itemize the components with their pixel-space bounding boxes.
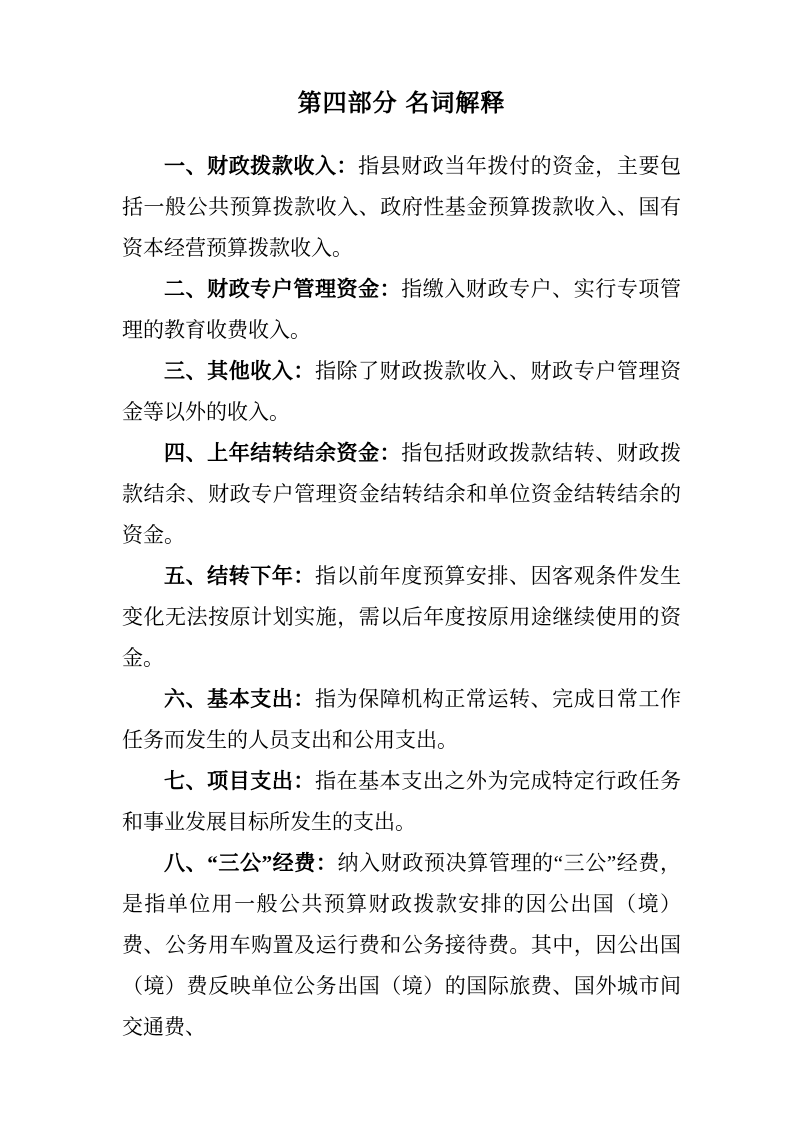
glossary-paragraph [122, 679, 681, 761]
term-label: 四、上年结转结余资金： [164, 441, 402, 465]
glossary-paragraph [122, 146, 681, 269]
term-definition: 指包括财政拨款结转、财政拨款结余、财政专户管理资金结转结余和单位资金结转结余的资金。 [122, 441, 682, 547]
term-definition: 指除了财政拨款收入、财政专户管理资金等以外的收入。 [122, 359, 682, 424]
term-label: 一、财政拨款收入： [164, 154, 359, 178]
glossary-paragraph [122, 556, 681, 679]
term-label: 三、其他收入： [164, 359, 315, 383]
term-label: 五、结转下年： [164, 564, 315, 588]
glossary-paragraph [122, 843, 681, 1048]
term-definition: 指为保障机构正常运转、完成日常工作任务而发生的人员支出和公用支出。 [122, 687, 682, 752]
term-definition: 指以前年度预算安排、因客观条件发生变化无法按原计划实施，需以后年度按原用途继续使用的资金。 [122, 564, 682, 670]
glossary-paragraph [122, 761, 681, 843]
term-label: 七、项目支出： [164, 769, 315, 793]
page-title: 第四部分 名词解释 [297, 90, 506, 117]
glossary-paragraph [122, 433, 681, 556]
term-label: 六、基本支出： [164, 687, 315, 711]
term-definition: 纳入财政预决算管理的“三公”经费，是指单位用一般公共预算财政拨款安排的因公出国（境）费、公务用车购置及运行费和公务接待费。其中，因公出国（境）费反映单位公务出国（境）的国际旅费、国外城市间交通费、 [122, 851, 682, 1039]
term-definition: 指缴入财政专户、实行专项管理的教育收费收入。 [122, 277, 682, 342]
term-label: 二、财政专户管理资金： [164, 277, 402, 301]
term-label: 八、“三公”经费： [164, 851, 338, 875]
term-definition: 指县财政当年拨付的资金，主要包括一般公共预算拨款收入、政府性基金预算拨款收入、国有资本经营预算拨款收入。 [122, 154, 682, 260]
glossary-paragraph [122, 351, 681, 433]
term-definition: 指在基本支出之外为完成特定行政任务和事业发展目标所发生的支出。 [122, 769, 682, 834]
glossary-paragraph [122, 269, 681, 351]
